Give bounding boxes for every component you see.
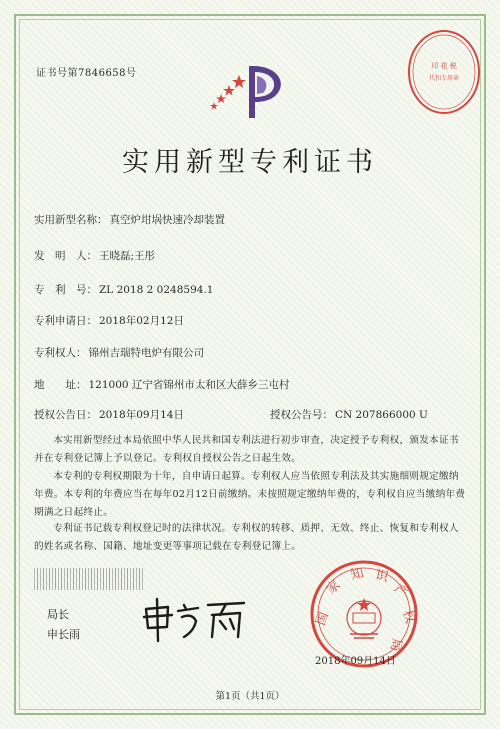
field-grant-date bbox=[34, 407, 184, 422]
field-label: 发 明 人： bbox=[34, 250, 97, 262]
field-value: 王晓磊;王彤 bbox=[99, 250, 156, 262]
body-paragraph: 专利证书记载专利权登记时的法律状况。专利权的转移、质押、无效、终止、恢复和专利权人的姓名或名称、国籍、地址变更等事项记载在专利登记簿上。 bbox=[34, 523, 459, 552]
svg-text:权: 权 bbox=[399, 608, 418, 626]
field-label: 实用新型名称： bbox=[34, 214, 108, 226]
svg-text:印 花 税: 印 花 税 bbox=[431, 62, 457, 70]
body-paragraph: 本实用新型经过本局依照中华人民共和国专利法进行初步审查，决定授予专利权，颁发本证书并在专利登记簿上予以登记。专利权自授权公告之日起生效。 bbox=[34, 435, 459, 464]
field-label: 专 利 号： bbox=[34, 284, 97, 296]
svg-text:国: 国 bbox=[313, 610, 332, 628]
barcode bbox=[34, 568, 144, 590]
field-address bbox=[34, 377, 289, 392]
field-value: 2018年09月14日 bbox=[99, 409, 184, 421]
certificate-title: 实用新型专利证书 bbox=[122, 147, 378, 178]
field-label: 地 址： bbox=[34, 379, 87, 391]
field-value: ZL 2018 2 0248594.1 bbox=[99, 284, 214, 296]
field-patent-number bbox=[34, 282, 213, 297]
field-filing-date bbox=[34, 313, 184, 328]
body-paragraph: 本专利的专利权期限为十年，自申请日起算。专利权人应当依照专利法及其实施细则规定缴纳年费。本专利的年费应当在每年02月12日前缴纳。未按照规定缴纳年费的，专利权自应当缴纳年费期满之日起终止。 bbox=[34, 471, 466, 518]
certificate-number: 证书号第7846658号 bbox=[36, 68, 137, 79]
field-label: 专利权人： bbox=[34, 347, 87, 359]
tax-stamp-seal bbox=[405, 28, 483, 116]
field-inventor bbox=[34, 248, 155, 263]
patent-office-logo bbox=[205, 60, 300, 122]
director-name: 申长雨 bbox=[47, 628, 80, 641]
field-utility-model-name bbox=[34, 212, 225, 227]
field-patentee bbox=[34, 345, 204, 360]
field-grant-number bbox=[270, 407, 428, 422]
svg-text:识: 识 bbox=[373, 567, 390, 586]
field-label: 授权公告日： bbox=[34, 409, 97, 421]
field-value: 真空炉坩埚快速冷却装置 bbox=[109, 214, 225, 226]
field-value: 121000 辽宁省锦州市太和区大薛乡三屯村 bbox=[88, 379, 290, 391]
field-label: 授权公告号： bbox=[270, 409, 333, 421]
field-label: 专利申请日： bbox=[34, 315, 97, 327]
svg-text:知: 知 bbox=[349, 565, 366, 584]
field-value: 2018年02月12日 bbox=[99, 315, 184, 327]
svg-text:代扣专用章: 代扣专用章 bbox=[428, 75, 460, 82]
svg-text:产: 产 bbox=[390, 581, 411, 602]
director-title: 局长 bbox=[47, 608, 69, 621]
svg-text:局: 局 bbox=[386, 636, 404, 653]
field-value: CN 207866000 U bbox=[335, 409, 428, 421]
seal-date: 2018年09月14日 bbox=[315, 656, 396, 667]
page-number: 第1页（共1页） bbox=[215, 691, 285, 702]
field-value: 锦州吉瑞特电炉有限公司 bbox=[88, 347, 204, 359]
svg-text:家: 家 bbox=[323, 577, 344, 598]
director-signature bbox=[140, 595, 250, 643]
